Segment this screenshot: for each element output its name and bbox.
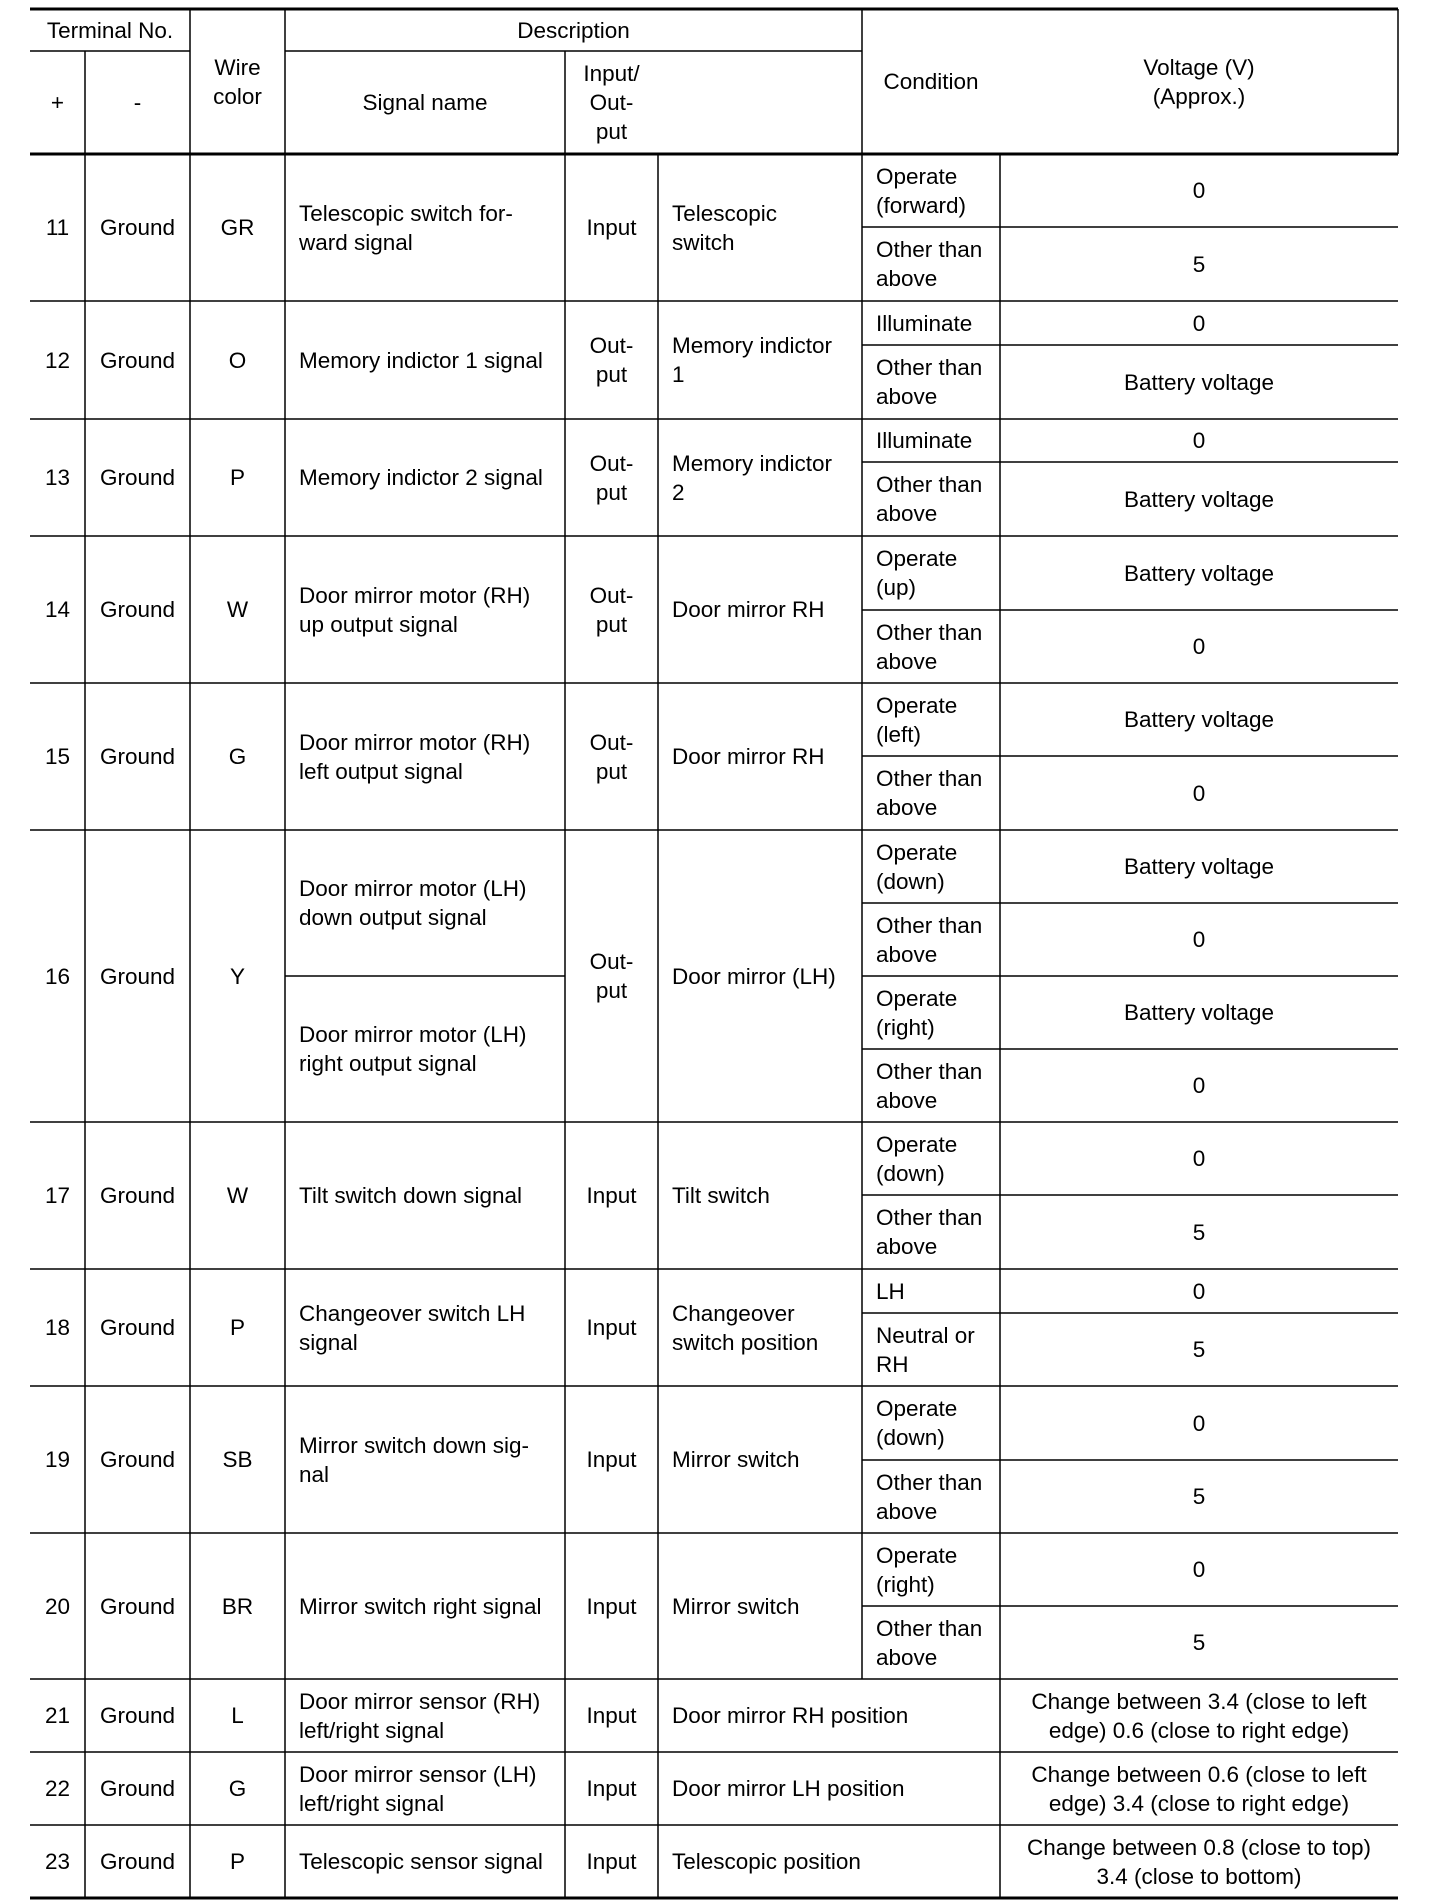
terminal-number-text: 17 bbox=[44, 1183, 71, 1208]
condition-name-text: Door mirror (LH) bbox=[672, 963, 836, 989]
condition-name bbox=[658, 1122, 862, 1269]
condition-state bbox=[862, 756, 1000, 830]
condition-name-text: Telescopic position bbox=[672, 1849, 861, 1874]
condition-name bbox=[658, 536, 862, 683]
input-output bbox=[565, 419, 658, 536]
wire-color-text: L bbox=[231, 1703, 244, 1728]
terminal-number-text: 18 bbox=[44, 1315, 71, 1340]
condition-name bbox=[658, 1269, 862, 1386]
input-output bbox=[565, 154, 658, 301]
input-output bbox=[565, 830, 658, 1122]
ground-terminal bbox=[85, 536, 190, 683]
condition-state bbox=[862, 154, 1000, 227]
voltage-value bbox=[1000, 301, 1398, 345]
wire-color bbox=[190, 1386, 285, 1533]
ground-terminal bbox=[85, 419, 190, 536]
header-condition-text: Condition bbox=[883, 69, 979, 94]
terminal-number bbox=[30, 536, 85, 683]
voltage-value-text: Battery voltage bbox=[1123, 369, 1275, 395]
terminal-number-text: 22 bbox=[44, 1776, 71, 1801]
wire-color-text: P bbox=[229, 465, 245, 490]
voltage-value bbox=[1000, 1752, 1398, 1825]
input-output bbox=[565, 1752, 658, 1825]
condition-state-text: Other than above bbox=[876, 1205, 983, 1259]
input-output-text: Input bbox=[586, 1315, 637, 1340]
voltage-value-text: 0 bbox=[1192, 428, 1206, 453]
wire-color-text: P bbox=[229, 1849, 245, 1874]
condition-state bbox=[862, 1049, 1000, 1122]
header-plus-text: + bbox=[50, 90, 65, 115]
voltage-value bbox=[1000, 830, 1398, 903]
terminal-number-text: 21 bbox=[44, 1703, 71, 1728]
header-minus-text: - bbox=[133, 90, 142, 115]
voltage-value bbox=[1000, 1825, 1398, 1898]
input-output-text: Input bbox=[586, 1447, 637, 1472]
terminal-number-text: 15 bbox=[44, 744, 71, 769]
voltage-value-text: 5 bbox=[1192, 1630, 1206, 1655]
voltage-value bbox=[1000, 1460, 1398, 1533]
terminal-number bbox=[30, 1386, 85, 1533]
terminal-number-text: 20 bbox=[44, 1593, 71, 1619]
condition-name bbox=[658, 830, 862, 1122]
input-output bbox=[565, 536, 658, 683]
voltage-value-text: 5 bbox=[1192, 251, 1206, 277]
terminal-number bbox=[30, 301, 85, 419]
wire-color bbox=[190, 683, 285, 830]
signal-name-text: Changeover switch LH signal bbox=[299, 1300, 526, 1355]
wire-color-text: G bbox=[228, 744, 247, 769]
voltage-value-text: Battery voltage bbox=[1123, 1000, 1275, 1025]
terminal-number bbox=[30, 154, 85, 301]
header-wire-color-text: Wire color bbox=[213, 54, 262, 109]
signal-name bbox=[285, 976, 565, 1122]
input-output-text: Input bbox=[586, 215, 637, 240]
wire-color bbox=[190, 1825, 285, 1898]
voltage-value-text: Battery voltage bbox=[1123, 486, 1275, 512]
voltage-value-text: Battery voltage bbox=[1123, 854, 1275, 879]
input-output-text: Input bbox=[586, 1849, 637, 1874]
header-description bbox=[285, 9, 862, 51]
ground-terminal bbox=[85, 1679, 190, 1752]
voltage-value bbox=[1000, 536, 1398, 610]
ground-terminal-text: Ground bbox=[99, 1315, 176, 1340]
condition-name-text: Tilt switch bbox=[672, 1183, 770, 1208]
header-voltage-text: Voltage (V) (Approx.) bbox=[1143, 54, 1255, 109]
ground-terminal bbox=[85, 154, 190, 301]
signal-name-text: Telescopic sensor signal bbox=[299, 1849, 543, 1874]
signal-name bbox=[285, 536, 565, 683]
voltage-value bbox=[1000, 756, 1398, 830]
condition-state-text: Other than above bbox=[876, 1058, 983, 1113]
wire-color bbox=[190, 154, 285, 301]
ground-terminal-text: Ground bbox=[99, 1776, 176, 1801]
voltage-value bbox=[1000, 1606, 1398, 1679]
wire-color bbox=[190, 301, 285, 419]
condition-state-text: Operate (right) bbox=[876, 1542, 958, 1597]
condition-state bbox=[862, 1269, 1000, 1313]
condition-state-text: Other than above bbox=[876, 619, 983, 674]
signal-name-text: Door mirror motor (LH) right output signal bbox=[299, 1022, 527, 1076]
condition-state-text: Illuminate bbox=[876, 428, 973, 453]
signal-name-text: Door mirror sensor (LH) left/right signal bbox=[299, 1761, 537, 1816]
condition-name bbox=[658, 419, 862, 536]
terminal-number bbox=[30, 830, 85, 1122]
input-output-text: Out- put bbox=[589, 729, 634, 784]
voltage-value-text: 0 bbox=[1192, 310, 1206, 336]
ground-terminal bbox=[85, 1386, 190, 1533]
condition-state bbox=[862, 419, 1000, 462]
voltage-value bbox=[1000, 154, 1398, 227]
condition-state bbox=[862, 345, 1000, 419]
signal-name bbox=[285, 830, 565, 976]
wire-color-text: P bbox=[229, 1315, 245, 1340]
ground-terminal bbox=[85, 1533, 190, 1679]
wire-color-text: Y bbox=[229, 963, 245, 989]
terminal-number bbox=[30, 1533, 85, 1679]
ground-terminal bbox=[85, 1269, 190, 1386]
voltage-value-text: 5 bbox=[1192, 1219, 1206, 1245]
wire-color bbox=[190, 1752, 285, 1825]
voltage-value-text: Change between 0.6 (close to left edge) 3.4 (close to right edge) bbox=[1031, 1761, 1367, 1816]
header-wire-color bbox=[190, 9, 285, 154]
signal-name-text: Tilt switch down signal bbox=[299, 1183, 523, 1208]
input-output-text: Out- put bbox=[589, 582, 634, 637]
ground-terminal bbox=[85, 683, 190, 830]
input-output-text: Out- put bbox=[589, 949, 634, 1003]
signal-name bbox=[285, 154, 565, 301]
input-output bbox=[565, 301, 658, 419]
input-output bbox=[565, 1679, 658, 1752]
header-signal-name bbox=[285, 51, 565, 154]
terminal-number bbox=[30, 1825, 85, 1898]
header-terminal-no-text: Terminal No. bbox=[46, 17, 174, 43]
condition-name bbox=[658, 1679, 1000, 1752]
voltage-value-text: 0 bbox=[1192, 634, 1206, 659]
terminal-number-text: 12 bbox=[44, 347, 71, 373]
ground-terminal-text: Ground bbox=[99, 1183, 176, 1208]
ground-terminal bbox=[85, 301, 190, 419]
voltage-value-text: Change between 3.4 (close to left edge) 0.6 (close to right edge) bbox=[1031, 1688, 1367, 1743]
signal-name-text: Telescopic switch for- ward signal bbox=[299, 200, 513, 255]
voltage-value bbox=[1000, 1313, 1398, 1386]
condition-name-text: Mirror switch bbox=[672, 1447, 800, 1472]
ground-terminal-text: Ground bbox=[99, 465, 176, 490]
condition-state-text: Operate (down) bbox=[876, 1131, 958, 1186]
condition-name-text: Door mirror RH bbox=[672, 744, 825, 769]
condition-name-text: Telescopic switch bbox=[672, 200, 778, 255]
terminal-number bbox=[30, 1679, 85, 1752]
condition-state bbox=[862, 536, 1000, 610]
condition-name-text: Memory indictor 1 bbox=[672, 333, 833, 387]
condition-state-text: Operate (up) bbox=[876, 546, 958, 600]
signal-name-text: Mirror switch right signal bbox=[299, 1593, 542, 1619]
condition-state bbox=[862, 976, 1000, 1049]
condition-state bbox=[862, 830, 1000, 903]
voltage-value bbox=[1000, 1679, 1398, 1752]
voltage-value-text: 0 bbox=[1192, 1410, 1206, 1436]
condition-state-text: Other than above bbox=[876, 766, 983, 820]
signal-name bbox=[285, 1269, 565, 1386]
condition-name-text: Door mirror RH bbox=[672, 597, 825, 622]
input-output-text: Input bbox=[586, 1703, 637, 1728]
condition-state bbox=[862, 610, 1000, 683]
condition-state-text: Other than above bbox=[876, 355, 983, 409]
header-voltage bbox=[1000, 9, 1398, 154]
voltage-value-text: 0 bbox=[1192, 780, 1206, 806]
header-input-output-text: Input/ Out- put bbox=[583, 61, 640, 144]
ground-terminal-text: Ground bbox=[99, 1703, 176, 1728]
input-output-text: Out- put bbox=[589, 450, 634, 505]
voltage-value bbox=[1000, 903, 1398, 976]
condition-state-text: Operate (right) bbox=[876, 985, 958, 1040]
condition-name-text: Mirror switch bbox=[672, 1593, 800, 1619]
condition-name-text: Door mirror LH position bbox=[672, 1776, 905, 1801]
condition-state-text: Operate (left) bbox=[876, 692, 958, 747]
condition-state-text: Other than above bbox=[876, 1615, 983, 1670]
condition-state-text: Neutral or RH bbox=[876, 1322, 975, 1377]
voltage-value-text: 0 bbox=[1192, 1146, 1206, 1171]
terminal-number bbox=[30, 419, 85, 536]
condition-state bbox=[862, 1460, 1000, 1533]
ground-terminal-text: Ground bbox=[99, 963, 176, 989]
wire-color-text: O bbox=[228, 347, 247, 373]
signal-name bbox=[285, 1825, 565, 1898]
ground-terminal bbox=[85, 1752, 190, 1825]
terminal-number-text: 23 bbox=[44, 1849, 71, 1874]
wire-color-text: SB bbox=[222, 1447, 253, 1472]
ground-terminal bbox=[85, 1825, 190, 1898]
ground-terminal-text: Ground bbox=[99, 1849, 176, 1874]
ground-terminal-text: Ground bbox=[99, 215, 176, 240]
signal-name-text: Door mirror motor (RH) left output signal bbox=[299, 729, 531, 784]
input-output-text: Input bbox=[586, 1593, 637, 1619]
condition-state-text: Operate (forward) bbox=[876, 163, 967, 218]
header-description-text: Description bbox=[517, 17, 630, 43]
wire-color bbox=[190, 419, 285, 536]
wire-color-text: BR bbox=[221, 1593, 254, 1619]
wire-color-text: G bbox=[228, 1776, 247, 1801]
wire-color-text: W bbox=[226, 597, 249, 622]
condition-state bbox=[862, 1386, 1000, 1460]
ground-terminal-text: Ground bbox=[99, 347, 176, 373]
condition-name bbox=[658, 301, 862, 419]
voltage-value bbox=[1000, 976, 1398, 1049]
condition-state bbox=[862, 1533, 1000, 1606]
signal-name-text: Door mirror motor (RH) up output signal bbox=[299, 582, 531, 637]
voltage-value-text: Battery voltage bbox=[1123, 560, 1275, 586]
signal-name bbox=[285, 1752, 565, 1825]
voltage-value bbox=[1000, 610, 1398, 683]
input-output bbox=[565, 1825, 658, 1898]
header-signal-name-text: Signal name bbox=[362, 90, 488, 115]
voltage-value-text: Battery voltage bbox=[1123, 707, 1275, 732]
signal-name bbox=[285, 683, 565, 830]
voltage-value-text: 0 bbox=[1192, 1278, 1206, 1304]
signal-name bbox=[285, 1679, 565, 1752]
input-output-text: Input bbox=[586, 1776, 637, 1801]
condition-name bbox=[658, 1386, 862, 1533]
signal-name bbox=[285, 301, 565, 419]
input-output bbox=[565, 683, 658, 830]
voltage-value bbox=[1000, 683, 1398, 756]
voltage-value-text: 5 bbox=[1192, 1484, 1206, 1509]
condition-state bbox=[862, 462, 1000, 536]
voltage-value-text: 0 bbox=[1192, 927, 1206, 952]
voltage-value bbox=[1000, 1049, 1398, 1122]
input-output bbox=[565, 1386, 658, 1533]
voltage-value-text: Change between 0.8 (close to top) 3.4 (close to bottom) bbox=[1027, 1834, 1371, 1889]
voltage-value bbox=[1000, 419, 1398, 462]
condition-state bbox=[862, 1122, 1000, 1195]
header-input-output bbox=[565, 51, 658, 154]
voltage-value bbox=[1000, 345, 1398, 419]
voltage-value bbox=[1000, 1122, 1398, 1195]
voltage-value bbox=[1000, 1269, 1398, 1313]
condition-state-text: Other than above bbox=[876, 237, 983, 291]
ground-terminal-text: Ground bbox=[99, 744, 176, 769]
condition-name-text: Door mirror RH position bbox=[672, 1703, 909, 1728]
signal-name-text: Memory indictor 1 signal bbox=[299, 347, 543, 373]
signal-name-text: Memory indictor 2 signal bbox=[299, 465, 543, 490]
condition-state bbox=[862, 227, 1000, 301]
condition-name bbox=[658, 683, 862, 830]
condition-state-text: Other than above bbox=[876, 1469, 983, 1524]
condition-name bbox=[658, 1752, 1000, 1825]
wire-color bbox=[190, 1679, 285, 1752]
signal-name bbox=[285, 1533, 565, 1679]
input-output-text: Out- put bbox=[589, 333, 634, 387]
ground-terminal-text: Ground bbox=[99, 597, 176, 622]
terminal-number-text: 14 bbox=[44, 597, 71, 622]
header-minus bbox=[85, 51, 190, 154]
condition-name-text: Memory indictor 2 bbox=[672, 450, 833, 505]
wire-color bbox=[190, 1122, 285, 1269]
signal-name bbox=[285, 1122, 565, 1269]
terminal-number-text: 16 bbox=[44, 963, 71, 989]
terminal-number bbox=[30, 1752, 85, 1825]
condition-name-text: Changeover switch position bbox=[672, 1300, 819, 1355]
signal-name bbox=[285, 419, 565, 536]
header-condition bbox=[862, 9, 1000, 154]
condition-state-text: Other than above bbox=[876, 912, 983, 967]
voltage-value bbox=[1000, 1195, 1398, 1269]
terminal-number-text: 13 bbox=[44, 465, 71, 490]
wire-color bbox=[190, 830, 285, 1122]
voltage-value-text: 0 bbox=[1192, 178, 1206, 203]
terminal-number-text: 19 bbox=[44, 1447, 71, 1472]
wire-color-text: GR bbox=[220, 215, 255, 240]
condition-state bbox=[862, 1606, 1000, 1679]
input-output bbox=[565, 1269, 658, 1386]
signal-name-text: Door mirror sensor (RH) left/right signal bbox=[299, 1688, 541, 1743]
voltage-value-text: 0 bbox=[1192, 1073, 1206, 1098]
condition-name bbox=[658, 154, 862, 301]
input-output bbox=[565, 1122, 658, 1269]
condition-state bbox=[862, 683, 1000, 756]
wire-color bbox=[190, 1533, 285, 1679]
ground-terminal bbox=[85, 1122, 190, 1269]
wire-color-text: W bbox=[226, 1183, 249, 1208]
terminal-number bbox=[30, 1122, 85, 1269]
condition-name bbox=[658, 1533, 862, 1679]
signal-name bbox=[285, 1386, 565, 1533]
condition-state bbox=[862, 1313, 1000, 1386]
condition-state-text: Operate (down) bbox=[876, 839, 958, 894]
voltage-value-text: 5 bbox=[1192, 1337, 1206, 1362]
input-output-text: Input bbox=[586, 1183, 637, 1208]
terminal-number bbox=[30, 683, 85, 830]
voltage-value bbox=[1000, 1533, 1398, 1606]
header-plus bbox=[30, 51, 85, 154]
ground-terminal bbox=[85, 830, 190, 1122]
terminal-number-text: 11 bbox=[45, 215, 70, 240]
terminal-number bbox=[30, 1269, 85, 1386]
wire-color bbox=[190, 536, 285, 683]
ground-terminal-text: Ground bbox=[99, 1447, 176, 1472]
condition-state bbox=[862, 903, 1000, 976]
voltage-value bbox=[1000, 227, 1398, 301]
condition-state bbox=[862, 1195, 1000, 1269]
header-terminal-no bbox=[30, 9, 190, 51]
signal-name-text: Mirror switch down sig- nal bbox=[299, 1432, 530, 1487]
voltage-value-text: 0 bbox=[1192, 1557, 1206, 1582]
condition-name bbox=[658, 1825, 1000, 1898]
ground-terminal-text: Ground bbox=[99, 1593, 176, 1619]
voltage-value bbox=[1000, 1386, 1398, 1460]
signal-name-text: Door mirror motor (LH) down output signal bbox=[299, 876, 527, 930]
condition-state bbox=[862, 301, 1000, 345]
wire-color bbox=[190, 1269, 285, 1386]
condition-state-text: LH bbox=[876, 1278, 905, 1304]
condition-state-text: Illuminate bbox=[876, 310, 973, 336]
condition-state-text: Other than above bbox=[876, 472, 983, 526]
voltage-value bbox=[1000, 462, 1398, 536]
input-output bbox=[565, 1533, 658, 1679]
condition-state-text: Operate (down) bbox=[876, 1396, 958, 1450]
